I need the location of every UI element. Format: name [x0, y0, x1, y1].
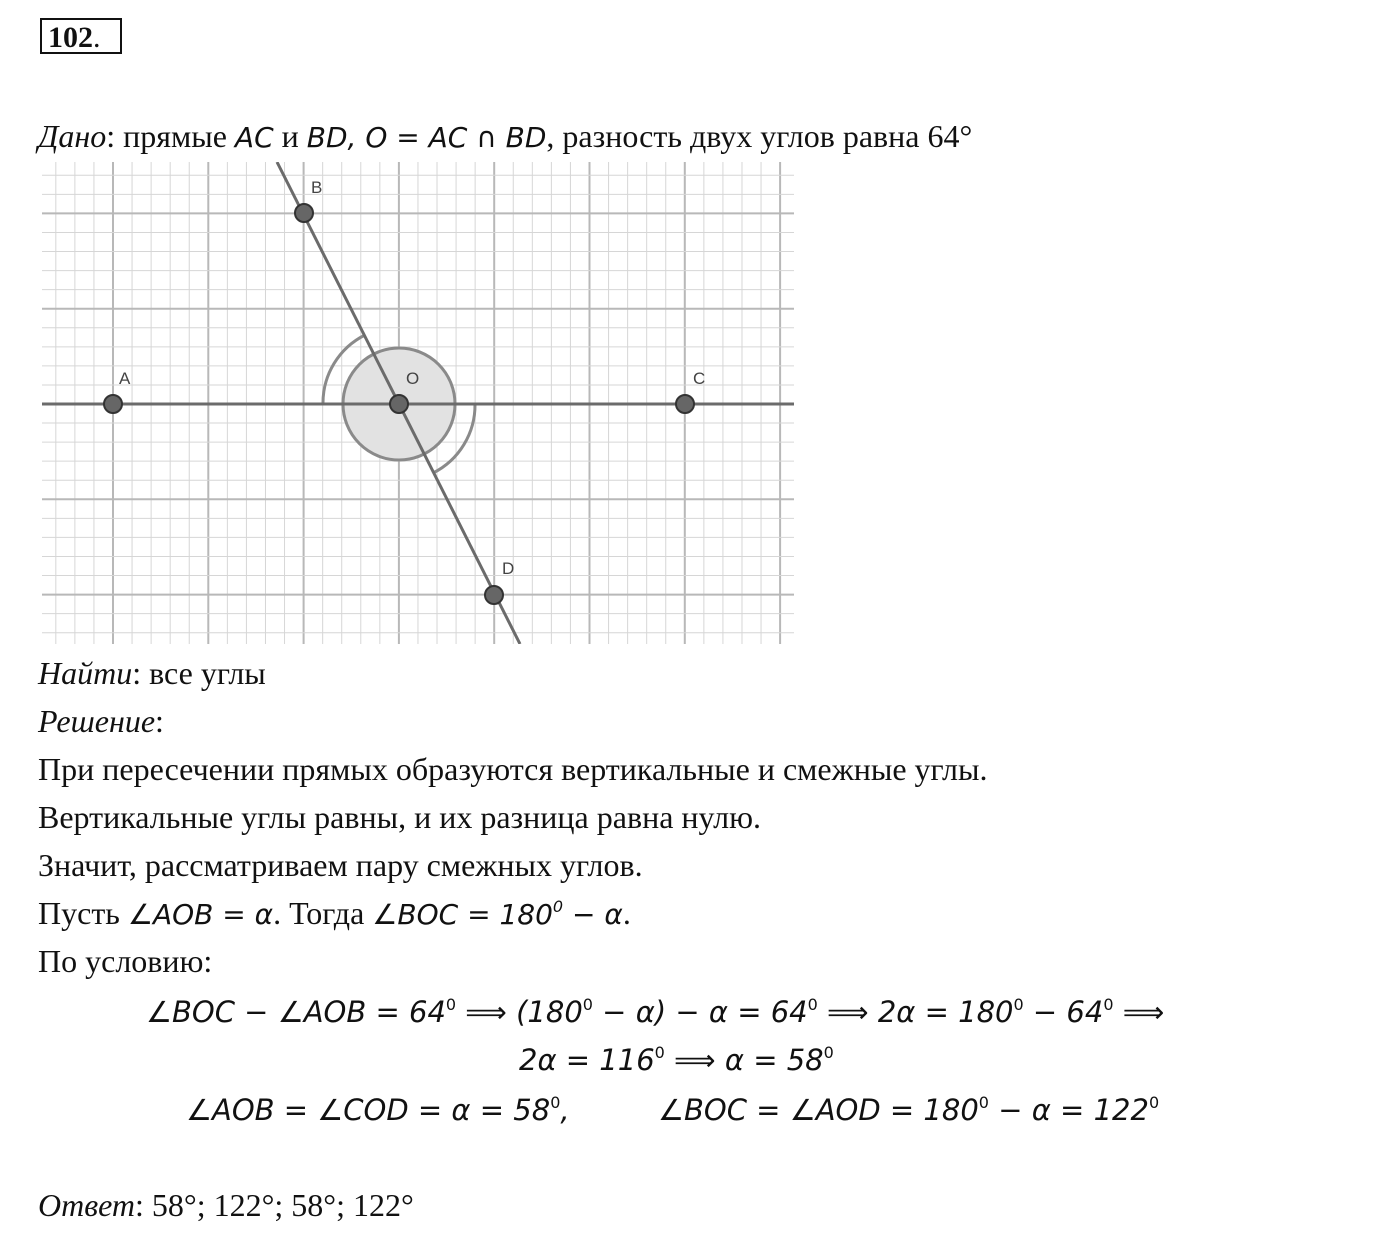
problem-number-box — [40, 18, 122, 54]
given-text-2: , разность двух углов равна 64° — [546, 118, 973, 154]
geometry-figure — [42, 162, 794, 644]
given-bd-o: BD, O = AC ∩ BD — [306, 121, 547, 154]
point-d — [485, 586, 503, 604]
point-a — [104, 395, 122, 413]
solution-line-1: При пересечении прямых образуются вертикальные и смежные углы. — [38, 751, 988, 787]
then-expr: ∠BOC = $180^0 - \alpha$ — [372, 897, 623, 931]
solution-line-2: Вертикальные углы равны, и их разница равна нулю. — [38, 799, 761, 835]
find-line: Найти: все углы — [38, 655, 266, 691]
label-d: D — [502, 559, 515, 578]
let-expr: ∠AOB = α — [127, 898, 274, 931]
point-b — [295, 204, 313, 222]
label-a: A — [119, 369, 131, 388]
equation-2: $2\alpha = 116^0$ ⟹ $\alpha = 58^0$ — [519, 1043, 834, 1077]
given-and: и — [281, 118, 299, 154]
solution-label-line: Решение: — [38, 703, 164, 739]
label-o: O — [406, 369, 420, 388]
equation-3-left: ∠AOB = ∠COD = $\alpha = 58^0$, — [186, 1093, 570, 1127]
then-word: . Тогда — [273, 895, 365, 931]
find-label: Найти — [38, 655, 133, 691]
let-word: Пусть — [38, 895, 120, 931]
answer-line: Ответ: 58°; 122°; 58°; 122° — [38, 1187, 414, 1223]
label-b: B — [311, 178, 323, 197]
point-c — [676, 395, 694, 413]
point-o — [390, 395, 408, 413]
find-text: все углы — [149, 655, 266, 691]
given-text-1: прямые — [123, 118, 227, 154]
answer-label: Ответ — [38, 1187, 135, 1223]
solution-line-3: Значит, рассматриваем пару смежных углов. — [38, 847, 643, 883]
equation-3-right: ∠BOC = ∠AOD = $180^0 - \alpha = 122^0$ — [658, 1093, 1160, 1127]
equation-1: ∠BOC − ∠AOB = $64^0$ ⟹ $(180^0 - \alpha) - \alpha = 64^0$ ⟹ $2\alpha = 180^0 - 64^0$ ⟹ — [146, 995, 1165, 1029]
given-ac: AC — [234, 121, 274, 154]
solution-line-4: Пусть ∠AOB = α. Тогда ∠BOC = $180^0 - \alpha$. — [38, 895, 631, 931]
given-line: Дано: прямые AC и BD, O = AC ∩ BD, разность двух углов равна 64° — [38, 118, 973, 154]
solution-label: Решение — [38, 703, 156, 739]
problem-number: 102. — [48, 21, 101, 54]
answer-text: 58°; 122°; 58°; 122° — [151, 1187, 414, 1223]
label-c: C — [693, 369, 706, 388]
given-label: Дано — [38, 118, 107, 154]
by-condition: По условию: — [38, 943, 213, 979]
